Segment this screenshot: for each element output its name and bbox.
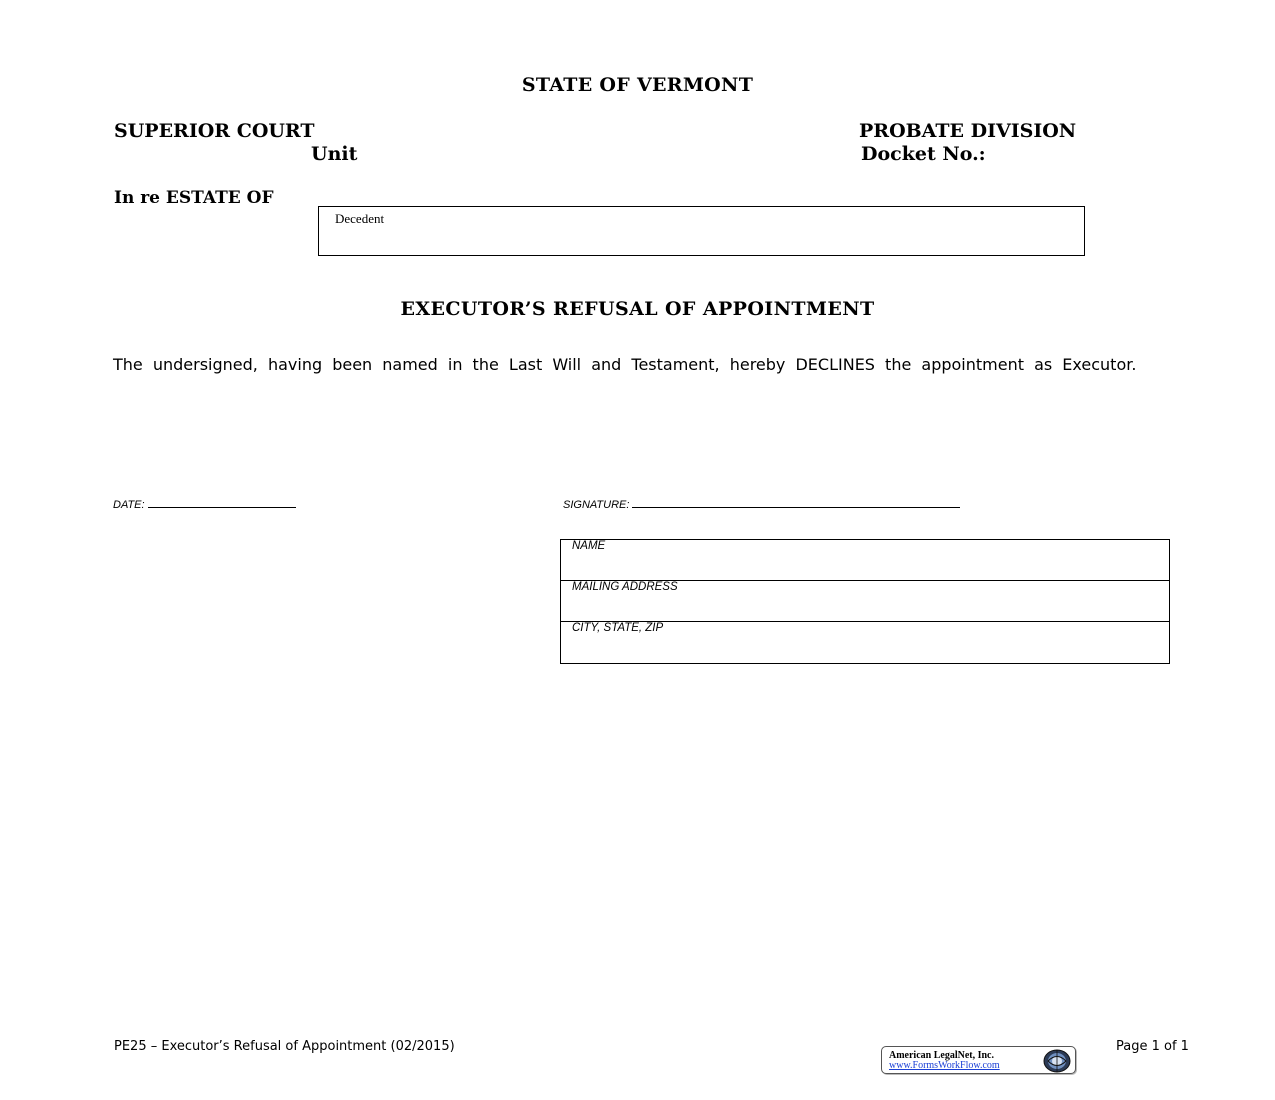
state-title: STATE OF VERMONT: [521, 74, 754, 96]
court-name: SUPERIOR COURT: [114, 120, 315, 142]
publisher-logo[interactable]: [881, 1046, 1076, 1074]
estate-label: In re ESTATE OF: [114, 188, 274, 208]
docket-label: Docket No.:: [861, 143, 986, 165]
signature-blank[interactable]: [632, 498, 960, 508]
logo-url-link[interactable]: www.FormsWorkFlow.com: [889, 1060, 1000, 1071]
division-name: PROBATE DIVISION: [859, 120, 1077, 142]
signer-info-table: [560, 539, 1170, 664]
date-label: DATE:: [113, 499, 145, 511]
globe-icon: [1037, 1048, 1073, 1074]
name-label: NAME: [572, 540, 606, 552]
page-number: Page 1 of 1: [1116, 1039, 1189, 1054]
logo-company: American LegalNet, Inc.: [889, 1050, 994, 1061]
signature-line[interactable]: [563, 498, 960, 511]
mailing-address-field[interactable]: [561, 581, 1169, 622]
decedent-field[interactable]: [318, 206, 1085, 256]
declaration-text: The undersigned, having been named in the Last Will and Testament, hereby DECLINES the appointment as Executor.: [113, 355, 1137, 374]
signature-label: SIGNATURE:: [563, 499, 630, 511]
city-state-zip-label: CITY, STATE, ZIP: [572, 622, 664, 634]
form-id: PE25 – Executor’s Refusal of Appointment (02/2015): [114, 1039, 455, 1054]
date-blank[interactable]: [148, 498, 296, 508]
document-title: EXECUTOR’S REFUSAL OF APPOINTMENT: [400, 298, 875, 320]
city-state-zip-field[interactable]: [561, 622, 1169, 663]
decedent-label: Decedent: [335, 211, 385, 226]
unit-label: Unit: [311, 143, 358, 165]
mailing-address-label: MAILING ADDRESS: [572, 581, 678, 593]
date-line[interactable]: [113, 498, 296, 511]
name-field[interactable]: [561, 540, 1169, 581]
